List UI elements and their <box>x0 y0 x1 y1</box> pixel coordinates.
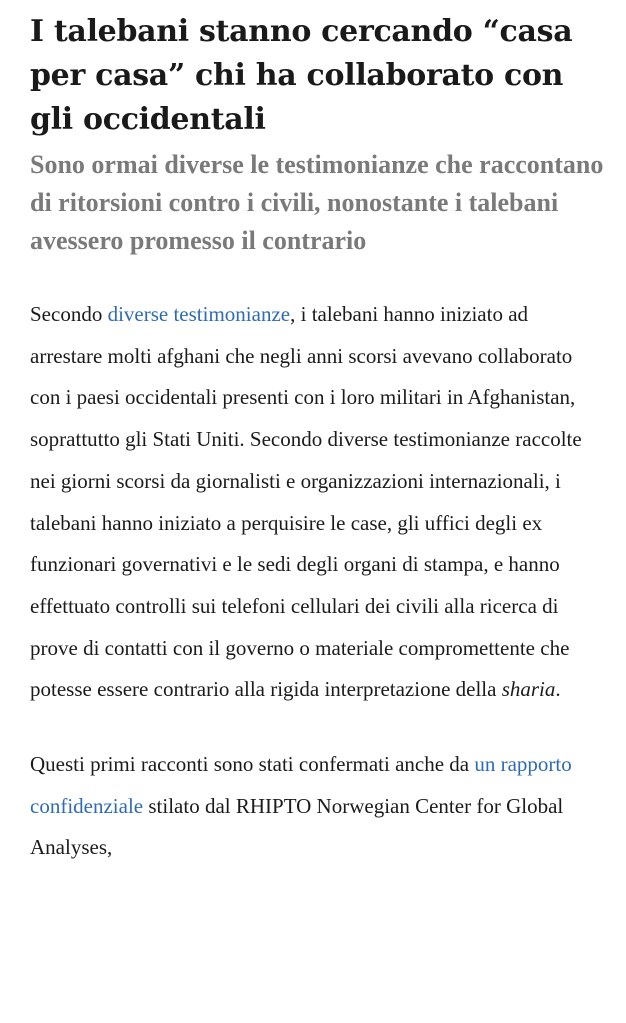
article-paragraph <box>30 744 605 869</box>
italic-term: sharia <box>501 677 556 702</box>
link-diverse-testimonianze[interactable]: diverse testimonianze <box>107 302 291 326</box>
paragraph-text: Questi primi racconti sono stati confermati anche da <box>30 752 475 777</box>
paragraph-text: stilato dal RHIPTO Norwegian Center for Global Analyses, <box>30 793 564 860</box>
paragraph-end: . <box>555 677 561 702</box>
paragraph-text: , i talebani hanno iniziato ad arrestare molti afghani che negli anni scorsi avevano collaborato con i paesi occidentali presenti con i loro militari in Afghanistan, soprattutto gli Stati Uniti. Secondo diverse testimonianze raccolte nei giorni scorsi da giornalisti e organizzazioni internazionali, i talebani hanno iniziato a perquisire le case, gli uffici degli ex funzionari governativi e le sedi degli organi di stampa, e hanno effettuato controlli sui telefoni cellulari dei civili alla ricerca di prove di contatti con il governo o materiale compromettente che potesse essere contrario alla rigida interpretazione della <box>30 302 582 702</box>
paragraph-text: Secondo <box>30 302 108 326</box>
article <box>30 10 605 869</box>
link-rapporto-confidenziale[interactable]: un rapporto confidenziale <box>30 752 572 818</box>
article-subtitle: Sono ormai diverse le testimonianze che raccontano di ritorsioni contro i civili, nonostante i talebani avessero promesso il contrario <box>30 150 604 255</box>
article-headline: I talebani stanno cercando “casa per casa” chi ha collaborato con gli occidentali <box>30 14 573 137</box>
article-paragraph <box>30 294 605 711</box>
